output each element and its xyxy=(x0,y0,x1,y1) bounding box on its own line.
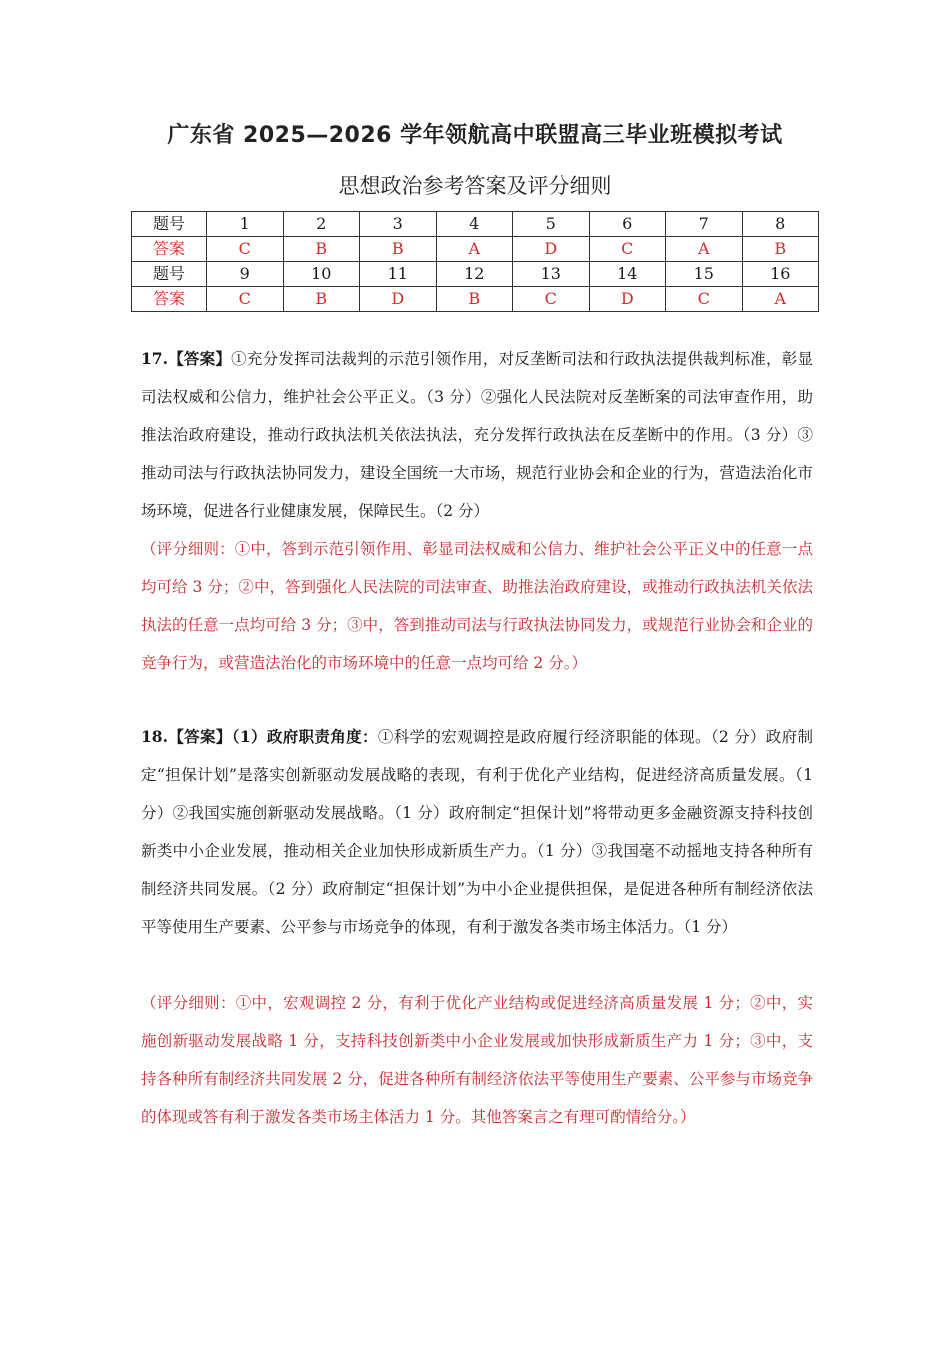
table-cell: 1 xyxy=(207,212,284,237)
table-cell: B xyxy=(283,237,360,262)
table-row xyxy=(132,262,819,287)
table-cell: 8 xyxy=(742,212,819,237)
table-cell: 11 xyxy=(360,262,437,287)
table-cell: 15 xyxy=(666,262,743,287)
q18-prefix: 18.【答案】 xyxy=(141,727,232,746)
table-cell: B xyxy=(436,287,513,312)
table-cell: A xyxy=(436,237,513,262)
table-cell: C xyxy=(589,237,666,262)
row-label: 题号 xyxy=(132,262,207,287)
q17-prefix: 17.【答案】 xyxy=(141,349,232,368)
table-cell: 10 xyxy=(283,262,360,287)
row-label: 题号 xyxy=(132,212,207,237)
table-cell: D xyxy=(360,287,437,312)
page-subtitle: 思想政治参考答案及评分细则 xyxy=(338,174,612,198)
table-cell: C xyxy=(207,287,284,312)
table-cell: B xyxy=(283,287,360,312)
table-row xyxy=(132,212,819,237)
answer-table xyxy=(131,211,819,312)
table-cell: D xyxy=(589,287,666,312)
row-label: 答案 xyxy=(132,287,207,312)
q18-part-label: （1）政府职责角度： xyxy=(231,727,378,746)
table-cell: C xyxy=(207,237,284,262)
table-cell: 13 xyxy=(513,262,590,287)
table-cell: A xyxy=(742,287,819,312)
table-cell: 4 xyxy=(436,212,513,237)
q17-answer xyxy=(141,340,813,530)
table-cell: 6 xyxy=(589,212,666,237)
page-title: 广东省 2025—2026 学年领航高中联盟高三毕业班模拟考试 xyxy=(167,123,783,148)
q18-grading: （评分细则：①中，宏观调控 2 分，有利于优化产业结构或促进经济高质量发展 1 分；②中，实施创新驱动发展战略 1 分，支持科技创新类中小企业发展或加快形成新质生产力 1 分；③中，支持各种所有制经济共同发展 2 分，促进各种所有制经济依法平等使用生产要素、公平参与市场竞争的体现或答有利于激发各类市场主体活力 1 分。其他答案言之有理可酌情给分。） xyxy=(141,994,813,1126)
table-cell: 9 xyxy=(207,262,284,287)
table-cell: C xyxy=(513,287,590,312)
table-cell: 2 xyxy=(283,212,360,237)
table-cell: 5 xyxy=(513,212,590,237)
table-cell: B xyxy=(742,237,819,262)
table-cell: D xyxy=(513,237,590,262)
table-row xyxy=(132,237,819,262)
table-cell: 14 xyxy=(589,262,666,287)
table-cell: 3 xyxy=(360,212,437,237)
table-cell: A xyxy=(666,237,743,262)
row-label: 答案 xyxy=(132,237,207,262)
table-row xyxy=(132,287,819,312)
q17-grading: （评分细则：①中，答到示范引领作用、彰显司法权威和公信力、维护社会公平正义中的任意一点均可给 3 分；②中，答到强化人民法院的司法审查、助推法治政府建设，或推动行政执法机关依法执法的任意一点均可给 3 分；③中，答到推动司法与行政执法协同发力，或规范行业协会和企业的竞争行为，或营造法治化的市场环境中的任意一点均可给 2 分。） xyxy=(141,540,813,672)
table-cell: B xyxy=(360,237,437,262)
table-cell: C xyxy=(666,287,743,312)
table-cell: 12 xyxy=(436,262,513,287)
table-cell: 7 xyxy=(666,212,743,237)
q18-answer-text: ①科学的宏观调控是政府履行经济职能的体现。（2 分）政府制定“担保计划”是落实创新驱动发展战略的表现，有利于优化产业结构，促进经济高质量发展。（1 分）②我国实施创新驱动发展战略。（1 分）政府制定“担保计划”将带动更多金融资源支持科技创新类中小企业发展，推动相关企业加快形成新质生产力。（1 分）③我国毫不动摇地支持各种所有制经济共同发展。（2 分）政府制定“担保计划”为中小企业提供担保，是促进各种所有制经济依法平等使用生产要素、公平参与市场竞争的体现，有利于激发各类市场主体活力。（1 分） xyxy=(141,728,813,936)
q18-answer xyxy=(141,718,813,946)
q17-answer-text: ①充分发挥司法裁判的示范引领作用，对反垄断司法和行政执法提供裁判标准，彰显司法权威和公信力，维护社会公平正义。（3 分）②强化人民法院对反垄断案的司法审查作用，助推法治政府建设，推动行政执法机关依法执法，充分发挥行政执法在反垄断中的作用。（3 分）③推动司法与行政执法协同发力，建设全国统一大市场，规范行业协会和企业的行为，营造法治化市场环境，促进各行业健康发展，保障民生。（2 分） xyxy=(141,350,813,520)
table-cell: 16 xyxy=(742,262,819,287)
